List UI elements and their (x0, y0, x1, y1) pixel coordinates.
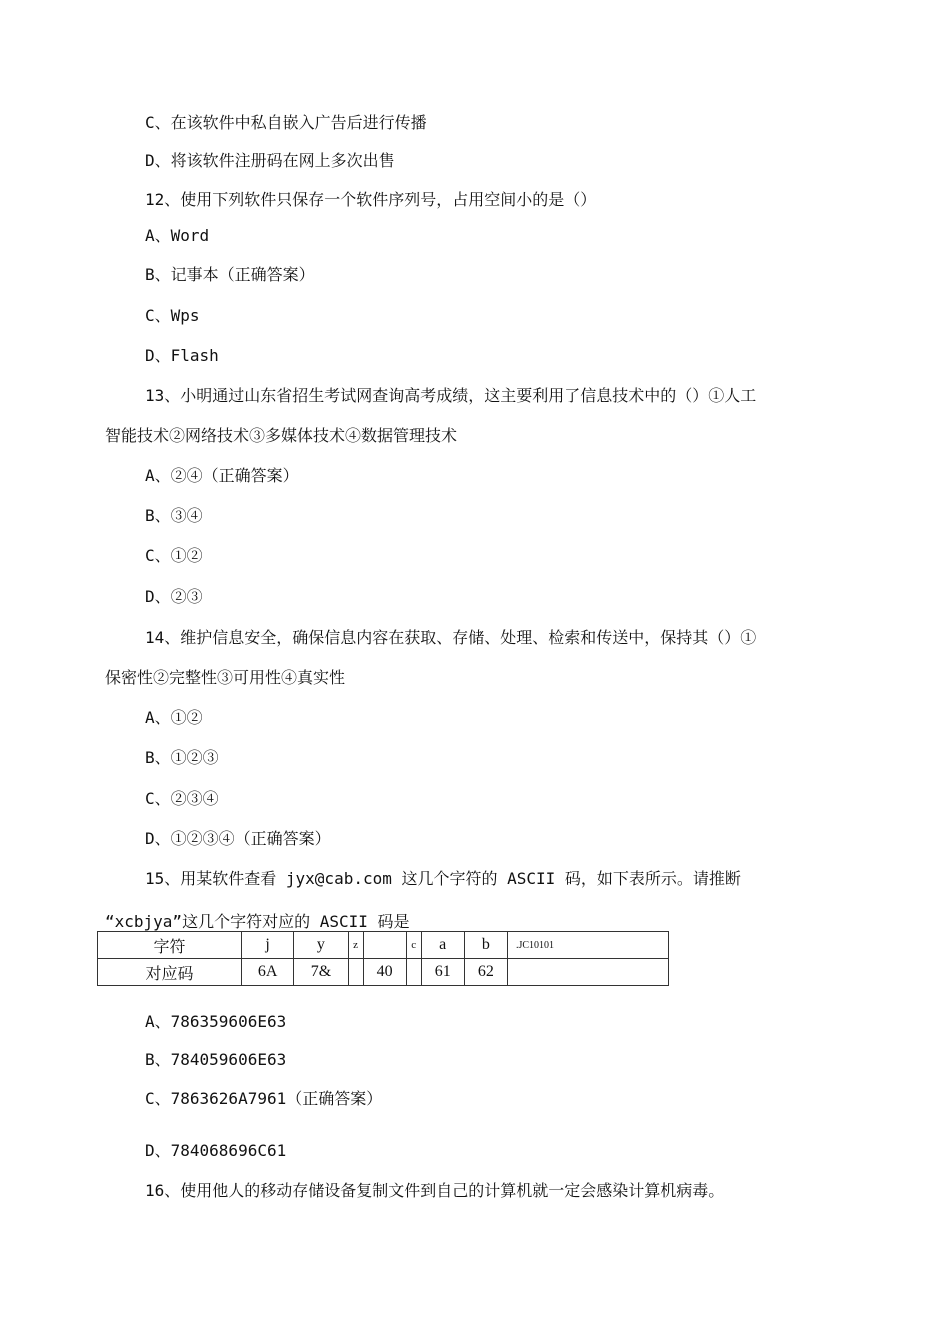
line-q14-l2: 保密性②完整性③可用性④真实性 (105, 668, 346, 687)
line-q14-b: B、①②③ (145, 748, 219, 767)
line-q11-d: D、将该软件注册码在网上多次出售 (145, 151, 395, 170)
ascii-char-cell (363, 932, 406, 959)
line-q12-d: D、Flash (145, 346, 219, 365)
ascii-code-cell: 40 (363, 959, 406, 986)
ascii-code-cell: 6A (242, 959, 294, 986)
ascii-table-char-label: 字符 (98, 932, 242, 959)
ascii-code-cell (348, 959, 363, 986)
line-q14-a: A、①② (145, 708, 203, 727)
ascii-table-char-row (98, 932, 669, 959)
ascii-code-cell (508, 959, 669, 986)
line-q15-c: C、7863626A7961（正确答案） (145, 1089, 383, 1108)
ascii-code-cell: 61 (421, 959, 464, 986)
line-q15-l1: 15、用某软件查看 jyx@cab.com 这几个字符的 ASCII 码，如下表所示。请推断 (145, 869, 741, 888)
ascii-char-cell: b (464, 932, 507, 959)
line-q13-a: A、②④（正确答案） (145, 466, 299, 485)
ascii-char-cell: a (421, 932, 464, 959)
line-q15-a: A、786359606E63 (145, 1012, 287, 1031)
ascii-code-cell: 7& (294, 959, 348, 986)
line-q15-b: B、784059606E63 (145, 1050, 287, 1069)
ascii-char-cell: j (242, 932, 294, 959)
ascii-char-cell: y (294, 932, 348, 959)
line-q14-c: C、②③④ (145, 789, 219, 808)
line-q12: 12、使用下列软件只保存一个软件序列号，占用空间小的是（） (145, 190, 597, 209)
ascii-table (97, 931, 669, 986)
line-q16: 16、使用他人的移动存储设备复制文件到自己的计算机就一定会感染计算机病毒。 (145, 1181, 725, 1200)
ascii-table-code-label: 对应码 (98, 959, 242, 986)
line-q13-d: D、②③ (145, 587, 203, 606)
line-q12-c: C、Wps (145, 306, 200, 325)
ascii-char-cell: .JC10101 (508, 932, 669, 959)
ascii-code-cell (406, 959, 421, 986)
ascii-table-code-row (98, 959, 669, 986)
line-q13-c: C、①② (145, 546, 203, 565)
ascii-char-cell: c (406, 932, 421, 959)
line-q12-b: B、记事本（正确答案） (145, 265, 315, 284)
line-q13-b: B、③④ (145, 506, 203, 525)
line-q13-l2: 智能技术②网络技术③多媒体技术④数据管理技术 (105, 426, 458, 445)
ascii-char-cell: z (348, 932, 363, 959)
line-q15-d: D、784068696C61 (145, 1141, 287, 1160)
line-q14-d: D、①②③④（正确答案） (145, 829, 331, 848)
line-q12-a: A、Word (145, 226, 210, 245)
line-q11-c: C、在该软件中私自嵌入广告后进行传播 (145, 113, 427, 132)
line-q15-l2: “xcbjya”这几个字符对应的 ASCII 码是 (105, 912, 410, 931)
line-q13-l1: 13、小明通过山东省招生考试网查询高考成绩，这主要利用了信息技术中的（）①人工 (145, 386, 757, 405)
ascii-code-cell: 62 (464, 959, 507, 986)
line-q14-l1: 14、维护信息安全，确保信息内容在获取、存储、处理、检索和传送中，保持其（）① (145, 628, 757, 647)
